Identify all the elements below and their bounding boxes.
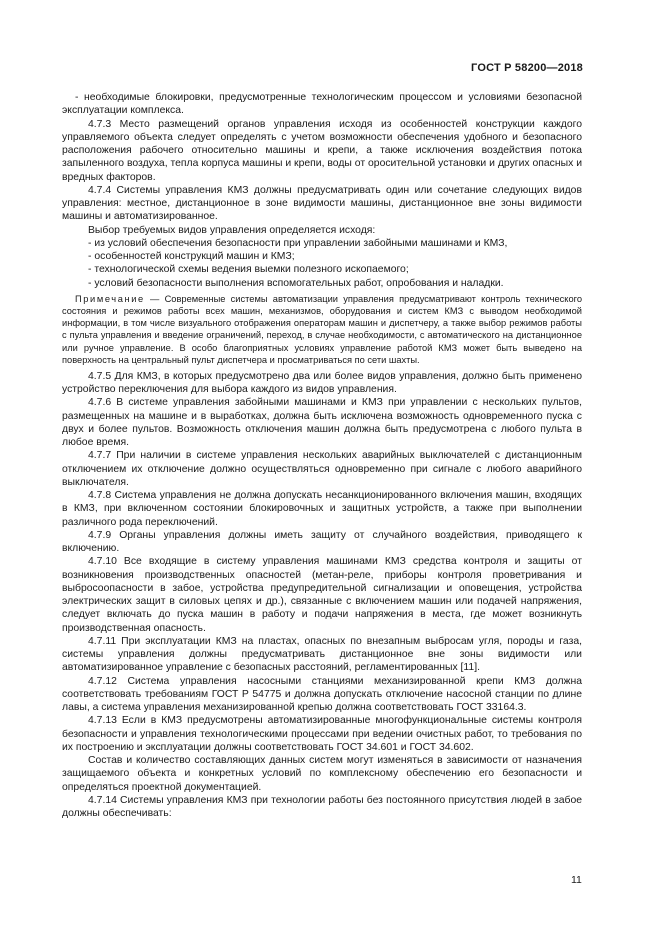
paragraph: 4.7.11 При эксплуатации КМЗ на пластах, опасных по внезапным выбросам угля, породы и газа, системы управления должны предусматривать дистанционное вне зоны видимости или автоматизированное управление с безопасных расстояний, регламентированных [11]. bbox=[62, 635, 582, 674]
paragraph: 4.7.10 Все входящие в систему управления машинами КМЗ средства контроля и защиты от возникновения производственных опасностей (метан-реле, приборы контроля проветривания и выбросоопасности в забое, устройства предупредительной сигнализации и оповещения, устройства электрических защит в силовых цепях и др.), связанные с включением машин или подачей напряжения, следует включать до пуска машин в работу и подачи напряжения в места, где может возникнуть производственная опасность. bbox=[62, 556, 582, 634]
paragraph: 4.7.8 Система управления не должна допускать несанкционированного включения машин, входящих в КМЗ, при включенном состоянии блокировочных и защитных устройств, а также при выполнении различного рода переключений. bbox=[62, 490, 582, 528]
paragraph: Выбор требуемых видов управления определяется исходя: bbox=[88, 224, 376, 236]
paragraph: 4.7.13 Если в КМЗ предусмотрены автоматизированные многофункциональные системы контроля безопасности и управления технологическими процессами при ведении очистных работ, то требования по их построению и эксплуатации должны соответствовать ГОСТ 34.601 и ГОСТ 34.602. bbox=[62, 715, 582, 753]
list-item: - условий безопасности выполнения вспомогательных работ, опробования и наладки. bbox=[88, 277, 504, 289]
paragraph: 4.7.9 Органы управления должны иметь защиту от случайного воздействия, приводящего к включению. bbox=[62, 529, 582, 555]
list-item: - из условий обеспечения безопасности при управлении забойными машинами и КМЗ, bbox=[88, 237, 508, 249]
paragraph: 4.7.12 Система управления насосными станциями механизированной крепи КМЗ должна соответствовать требованиям ГОСТ Р 54775 и должна допускать отключение насосной станции по длине лавы, а система управления механизированной крепью должна соответствовать ГОСТ 33164.3. bbox=[62, 675, 582, 714]
paragraph: 4.7.6 В системе управления забойными машинами и КМЗ при управлении с нескольких пультов, размещенных на машине и в выработках, должна быть исключена возможность одновременного пуска с двух и более пультов. Возможность отключения машин должна быть предусмотрена с любого пульта в любое время. bbox=[62, 397, 582, 449]
list-item: - технологической схемы ведения выемки полезного ископаемого; bbox=[88, 264, 409, 276]
standard-header: ГОСТ Р 58200—2018 bbox=[471, 62, 583, 74]
paragraph: 4.7.4 Системы управления КМЗ должны предусматривать один или сочетание следующих видов управления: местное, дистанционное в зоне видимости машины, дистанционное вне зоны видимости машины и автоматизированное. bbox=[62, 184, 582, 223]
page-number: 11 bbox=[571, 874, 582, 886]
paragraph: 4.7.14 Системы управления КМЗ при технологии работы без постоянного присутствия людей в забое должны обеспечивать: bbox=[62, 794, 582, 820]
note-text: — Современные системы автоматизации управления предусматривают контроль технического состояния и режимов работы всех машин, механизмов, оборудования и систем КМЗ с выводом необходимой информации, в том числе визуального отображения операторам машин и диспетчеру, а также выбор режимов работы с пульта управления и введение ограничений, переход, в случае необходимости, с автоматического на дистанционное или ручное управление. В особо благоприятных условиях управление работой КМЗ может быть выведено на поверхность на центральный пульт диспетчера и просматриваться по сети шахты. bbox=[62, 293, 582, 365]
document-body bbox=[62, 91, 582, 820]
paragraph: 4.7.3 Место размещений органов управления исходя из особенностей конструкции каждого управляемого объекта следует определять с учетом возможности обеспечения удобного и безопасного расположения рабочего относительно машины и крепи, а также исключения воздействия потока запыленного воздуха, тепла корпуса машины и крепи, воды от оросительной установки и других опасных и вредных факторов. bbox=[62, 118, 582, 183]
paragraph: 4.7.7 При наличии в системе управления нескольких аварийных выключателей с дистанционным отключением их отключение должно осуществляться одновременно при сигнале с любого аварийного выключателя. bbox=[62, 450, 582, 488]
paragraph: - необходимые блокировки, предусмотренные технологическим процессом и условиями безопасной эксплуатации комплекса. bbox=[62, 92, 582, 117]
note-label: Примечание bbox=[75, 293, 145, 304]
note bbox=[62, 293, 582, 366]
paragraph: Состав и количество составляющих данных систем могут изменяться в зависимости от назначения защищаемого объекта и конкретных условий по комплексному обеспечению его безопасности и определяться проектной документацией. bbox=[62, 755, 582, 793]
paragraph: 4.7.5 Для КМЗ, в которых предусмотрено два или более видов управления, должно быть применено устройство переключения для выбора каждого из видов управления. bbox=[62, 370, 582, 396]
list-item: - особенностей конструкций машин и КМЗ; bbox=[88, 251, 295, 262]
